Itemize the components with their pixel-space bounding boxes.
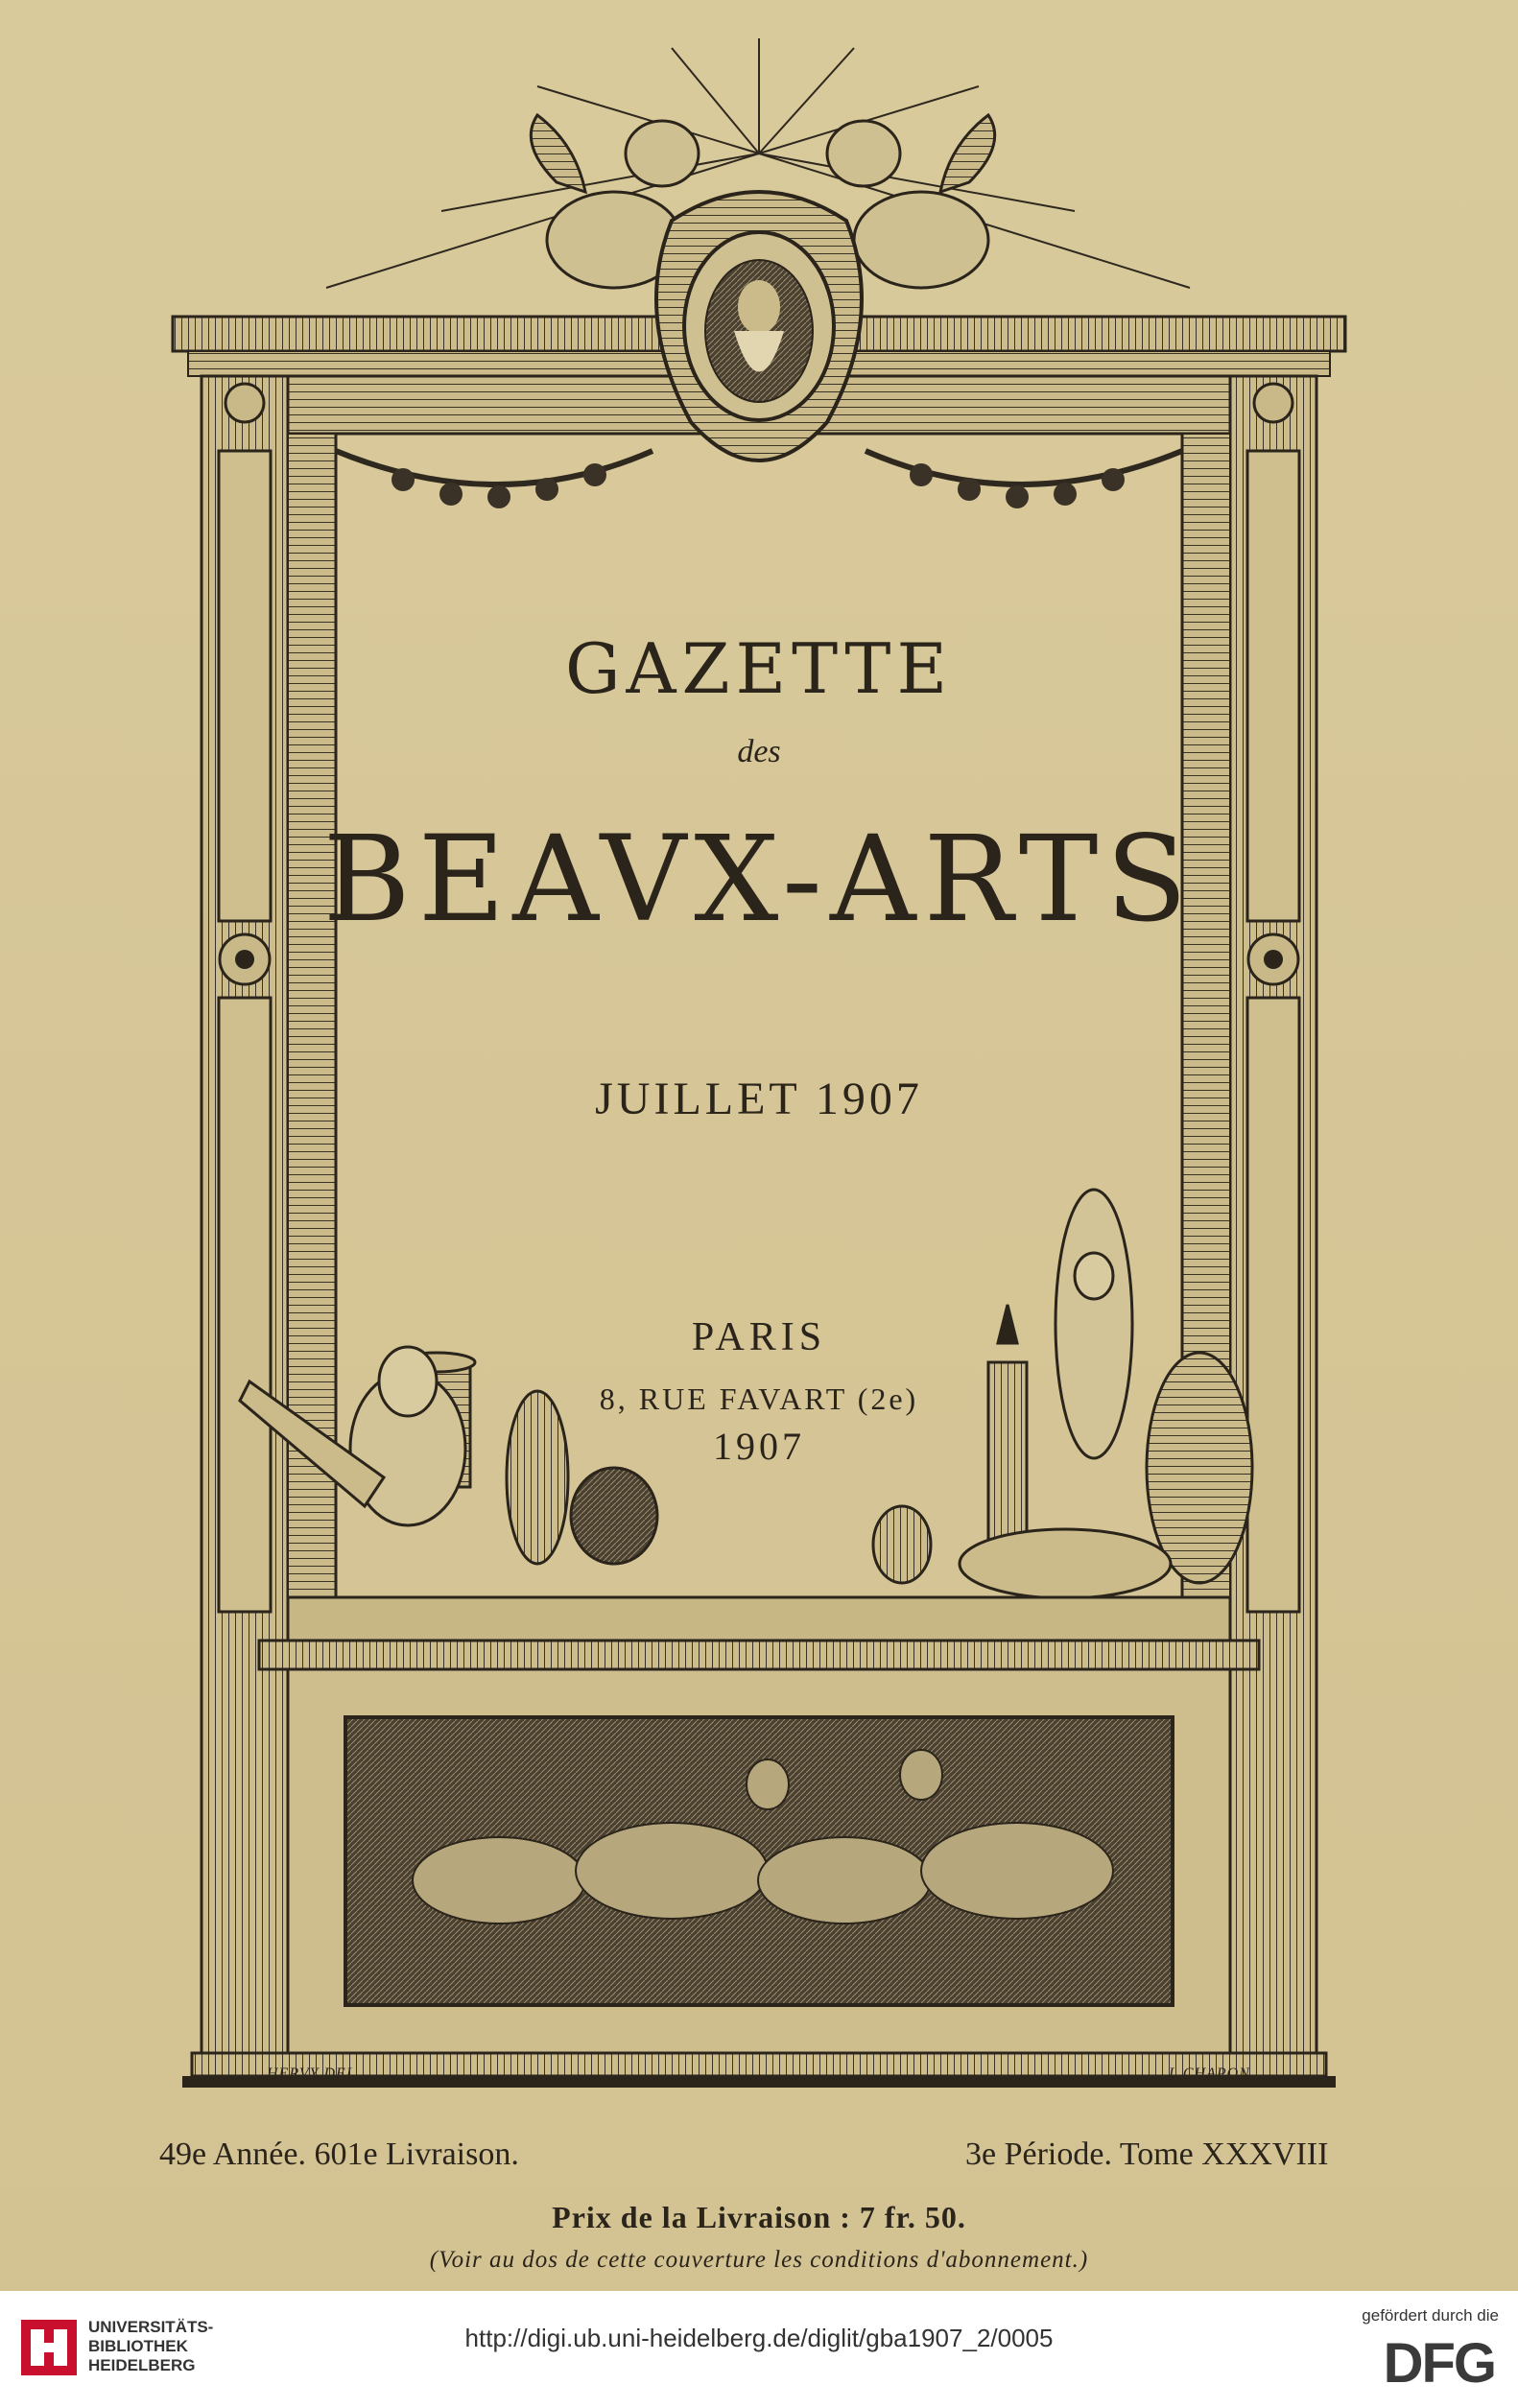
library-name-line1: UNIVERSITÄTS- [88,2318,214,2336]
issue-price: Prix de la Livraison : 7 fr. 50. [552,2200,966,2234]
publication-year: 1907 [713,1425,805,1468]
library-name-line2: BIBLIOTHEK [88,2337,188,2355]
dfg-logo: DFG [1383,2332,1495,2395]
library-name-line3: HEIDELBERG [88,2356,196,2374]
title-des: des [737,734,781,769]
subscription-note: (Voir au dos de cette couverture les conditions d'abonnement.) [429,2247,1089,2273]
title-beaux-arts: BEAVX-ARTS [322,811,1196,949]
source-url-link[interactable]: http://digi.ub.uni-heidelberg.de/diglit/gba1907_2/0005 [464,2324,1054,2352]
publisher-city: PARIS [691,1315,827,1359]
funded-by-label: gefördert durch die [1362,2306,1499,2325]
year-issue-number: 49e Année. 601e Livraison. [159,2137,519,2172]
artist-signature-right: L.CHAPON [1169,2066,1250,2082]
issue-date: JUILLET 1907 [595,1074,923,1124]
publisher-address: 8, RUE FAVART (2e) [599,1381,919,1416]
title-gazette: GAZETTE [564,628,954,709]
period-tome: 3e Période. Tome XXXVIII [965,2137,1329,2172]
artist-signature-left: HERVY DEL. [267,2066,361,2082]
